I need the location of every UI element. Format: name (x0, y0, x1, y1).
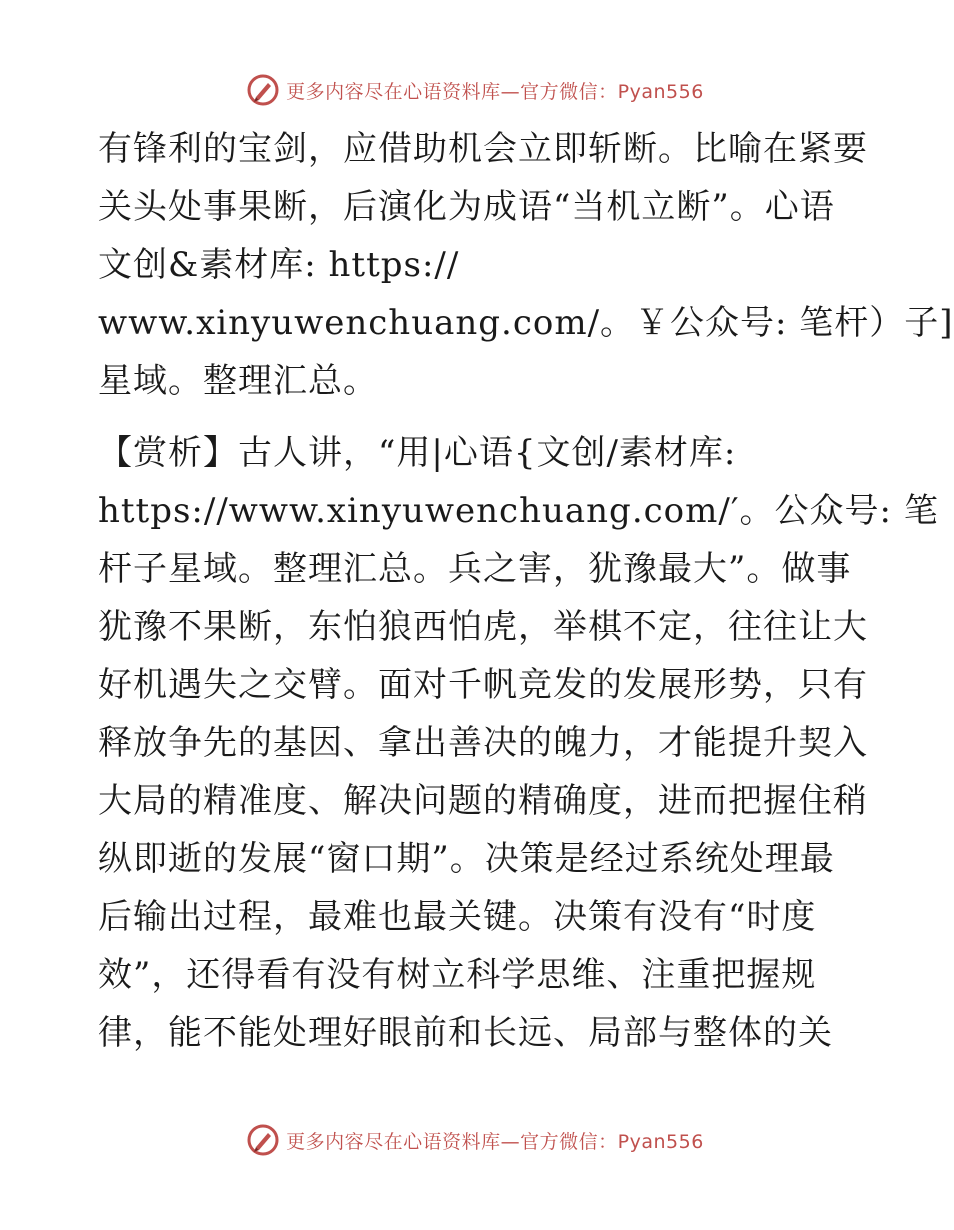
text-line: 犹豫不果断，东怕狼西怕虎，举棋不定，往往让大 (98, 607, 868, 647)
text-line: 效”，还得看有没有树立科学思维、注重把握规 (98, 955, 817, 995)
text-line: 杆子星域。整理汇总。兵之害，犹豫最大”。做事 (98, 549, 852, 589)
text-line: 后输出过程，最难也最关键。决策有没有“时度 (98, 897, 817, 937)
text-line: https://www.xinyuwenchuang.com/′。公众号: 笔 (98, 491, 939, 531)
text-line: 释放争先的基因、拿出善决的魄力，才能提升契入 (98, 723, 868, 763)
text-line: 有锋利的宝剑，应借助机会立即斩断。比喻在紧要 (98, 129, 868, 169)
paragraph-gap (98, 410, 850, 424)
paragraph-2 (98, 424, 939, 1062)
text-line: 大局的精准度、解决问题的精确度，进而把握住稍 (98, 781, 868, 821)
footer-watermark (246, 1123, 704, 1157)
footer-watermark-banner (0, 1120, 950, 1160)
text-line: 星域。整理汇总。 (98, 361, 378, 401)
header-watermark (246, 73, 704, 107)
pen-logo-icon (246, 1123, 280, 1157)
paragraph-1 (98, 120, 954, 410)
text-line: 好机遇失之交臂。面对千帆竞发的发展形势，只有 (98, 665, 868, 705)
header-watermark-banner (0, 70, 950, 110)
text-line: www.xinyuwenchuang.com/。￥公众号: 笔杆）子] (98, 303, 954, 343)
header-watermark-text: 更多内容尽在心语资料库—官方微信：Pyan556 (286, 80, 704, 103)
text-line: 【赏析】古人讲，“用|心语{文创/素材库: (98, 433, 737, 473)
text-line: 关头处事果断，后演化为成语“当机立断”。心语 (98, 187, 835, 227)
text-line: 律，能不能处理好眼前和长远、局部与整体的关 (98, 1013, 833, 1053)
pen-logo-icon (246, 73, 280, 107)
footer-watermark-text: 更多内容尽在心语资料库—官方微信：Pyan556 (286, 1130, 704, 1153)
document-body (98, 120, 954, 1062)
text-line: 纵即逝的发展“窗口期”。决策是经过系统处理最 (98, 839, 835, 879)
text-line: 文创&素材库: https:// (98, 245, 460, 285)
